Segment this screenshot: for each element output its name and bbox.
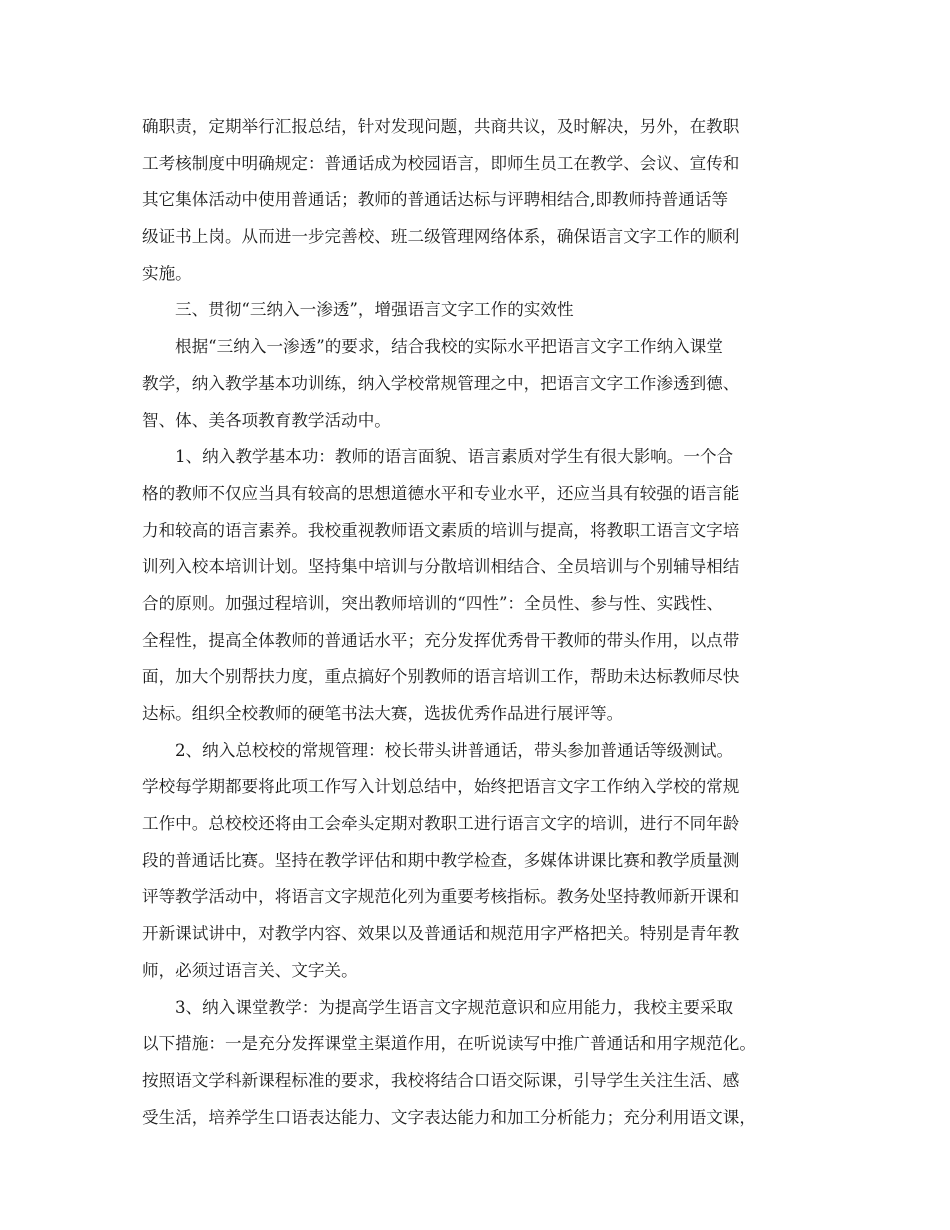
text-line: 工作中。总校校还将由工会牵头定期对教职工进行语言文字的培训，进行不同年龄 [142, 814, 740, 834]
paragraph-start-line: 3、纳入课堂教学：为提高学生语言文字规范意识和应用能力，我校主要采取 [175, 997, 734, 1017]
text-line: 按照语文学科新课程标准的要求，我校将结合口语交际课，引导学生关注生活、感 [142, 1070, 740, 1090]
text-line: 全程性，提高全体教师的普通话水平；充分发挥优秀骨干教师的带头作用，以点带 [142, 630, 740, 650]
text-line: 学校每学期都要将此项工作写入计划总结中，始终把语言文字工作纳入学校的常规 [142, 777, 740, 797]
text-line: 合的原则。加强过程培训，突出教师培训的“四性”：全员性、参与性、实践性、 [142, 593, 724, 613]
text-line: 其它集体活动中使用普通话；教师的普通话达标与评聘相结合,即教师持普通话等 [142, 190, 729, 210]
text-line: 师，必须过语言关、文字关。 [142, 960, 358, 980]
text-line: 级证书上岗。从而进一步完善校、班二级管理网络体系，确保语言文字工作的顺利 [142, 227, 740, 247]
text-line: 力和较高的语言素养。我校重视教师语文素质的培训与提高，将教职工语言文字培 [142, 520, 740, 540]
paragraph-start-line: 2、纳入总校校的常规管理：校长带头讲普通话，带头参加普通话等级测试。 [175, 740, 734, 760]
document-body [142, 109, 822, 1136]
text-line: 受生活，培养学生口语表达能力、文字表达能力和加工分析能力；充分利用语文课， [142, 1107, 756, 1127]
paragraph-start-line: 1、纳入教学基本功：教师的语言面貌、语言素质对学生有很大影响。一个合 [175, 447, 734, 467]
text-line: 智、体、美各项教育教学活动中。 [142, 410, 391, 430]
text-line: 确职责，定期举行汇报总结，针对发现问题，共商共议，及时解决，另外，在教职 [142, 117, 740, 136]
text-line: 格的教师不仅应当具有较高的思想道德水平和专业水平，还应当具有较强的语言能 [142, 483, 740, 503]
text-line: 训列入校本培训计划。坚持集中培训与分散培训相结合、全员培训与个别辅导相结 [142, 557, 740, 577]
text-line: 开新课试讲中，对教学内容、效果以及普通话和规范用字严格把关。特别是青年教 [142, 924, 740, 944]
text-line: 工考核制度中明确规定：普通话成为校园语言，即师生员工在教学、会议、宣传和 [142, 153, 740, 173]
text-line: 面，加大个别帮扶力度，重点搞好个别教师的语言培训工作，帮助未达标教师尽快 [142, 667, 740, 687]
section-heading: 三、贯彻“三纳入一渗透”，增强语言文字工作的实效性 [175, 300, 574, 320]
paragraph-start-line: 根据“三纳入一渗透”的要求，结合我校的实际水平把语言文字工作纳入课堂 [175, 337, 723, 357]
text-line: 达标。组织全校教师的硬笔书法大赛，选拔优秀作品进行展评等。 [142, 704, 624, 723]
text-line: 以下措施：一是充分发挥课堂主渠道作用，在听说读写中推广普通话和用字规范化。 [142, 1034, 756, 1054]
text-line: 段的普通话比赛。坚持在教学评估和期中教学检查，多媒体讲课比赛和教学质量测 [142, 850, 740, 870]
text-line: 实施。 [142, 263, 192, 283]
text-line: 评等教学活动中，将语言文字规范化列为重要考核指标。教务处坚持教师新开课和 [142, 887, 740, 907]
text-line: 教学，纳入教学基本功训练，纳入学校常规管理之中，把语言文字工作渗透到德、 [142, 373, 740, 393]
